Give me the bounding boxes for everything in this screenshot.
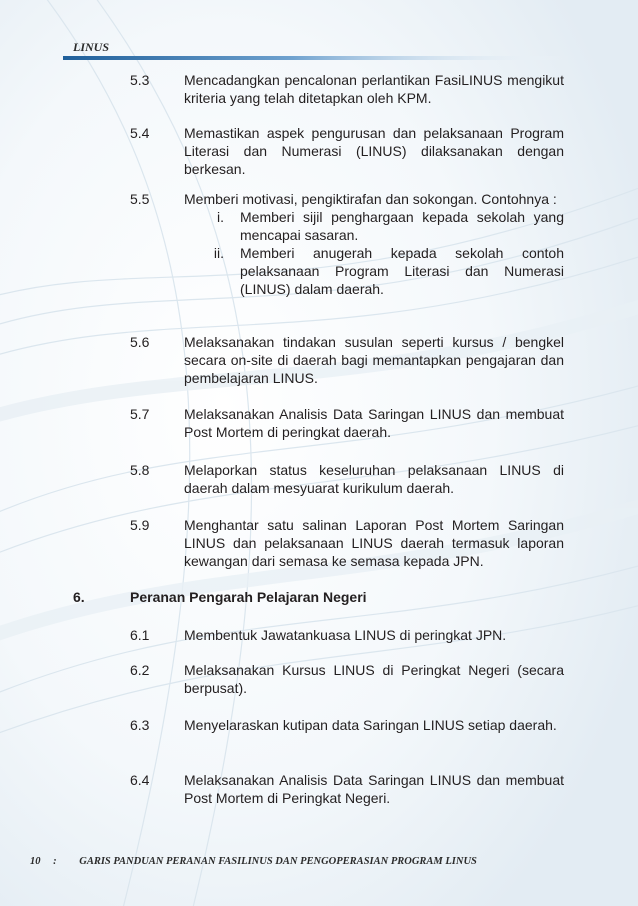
item-number: 5.5 — [130, 191, 150, 207]
sub-item-number: ii. — [213, 245, 224, 261]
footer-title: GARIS PANDUAN PERANAN FASILINUS DAN PENGOPERASIAN PROGRAM LINUS — [79, 856, 477, 867]
item-text: Melaksanakan Analisis Data Saringan LINUS dan membuat Post Mortem di Peringkat Negeri. — [184, 772, 564, 806]
page-number: 10 — [30, 856, 41, 867]
item-text: Melaksanakan Kursus LINUS di Peringkat Negeri (secara berpusat). — [184, 662, 564, 696]
item-text: Memastikan aspek pengurusan dan pelaksanaan Program Literasi dan Numerasi (LINUS) dilaksanakan dengan berkesan. — [184, 125, 564, 177]
section-number: 6. — [73, 589, 85, 605]
sub-item-number: i. — [217, 209, 224, 225]
item-number: 6.3 — [130, 717, 150, 733]
sub-item — [184, 244, 564, 298]
item-text: Membentuk Jawatankuasa LINUS di peringkat JPN. — [184, 627, 507, 643]
list-item — [130, 771, 564, 807]
item-number: 5.3 — [130, 72, 150, 88]
list-item — [130, 71, 564, 107]
item-number: 6.4 — [130, 772, 150, 788]
list-item — [130, 661, 564, 697]
list-item — [130, 626, 564, 644]
item-number: 5.4 — [130, 125, 150, 141]
list-item — [130, 190, 564, 298]
item-text: Menyelaraskan kutipan data Saringan LINUS setiap daerah. — [184, 717, 557, 733]
header-title: LINUS — [73, 40, 110, 54]
sub-item — [184, 208, 564, 244]
item-number: 6.2 — [130, 662, 150, 678]
list-item — [130, 124, 564, 178]
sub-item-text: Memberi sijil penghargaan kepada sekolah yang mencapai sasaran. — [240, 209, 564, 243]
footer-separator: : — [53, 856, 57, 867]
header-rule — [63, 56, 573, 60]
item-number: 5.6 — [130, 334, 150, 350]
page-footer — [30, 856, 477, 867]
item-number: 5.8 — [130, 462, 150, 478]
item-text: Memberi motivasi, pengiktirafan dan sokongan. Contohnya : — [184, 191, 557, 207]
list-item — [130, 405, 564, 441]
item-text: Menghantar satu salinan Laporan Post Mortem Saringan LINUS dan pelaksanaan LINUS daerah termasuk laporan kewangan dari semasa ke semasa kepada JPN. — [184, 517, 564, 569]
list-item — [130, 516, 564, 570]
item-text: Melaksanakan tindakan susulan seperti kursus / bengkel secara on-site di daerah bagi memantapkan pengajaran dan pembelajaran LINUS. — [184, 334, 564, 386]
item-number: 5.7 — [130, 406, 150, 422]
sub-item-text: Memberi anugerah kepada sekolah contoh pelaksanaan Program Literasi dan Numerasi (LINUS) dalam daerah. — [240, 245, 564, 297]
item-text: Mencadangkan pencalonan perlantikan FasiLINUS mengikut kriteria yang telah ditetapkan oleh KPM. — [184, 72, 564, 106]
list-item — [130, 333, 564, 387]
item-text: Melaporkan status keseluruhan pelaksanaan LINUS di daerah dalam mesyuarat kurikulum daerah. — [184, 462, 564, 496]
item-number: 5.9 — [130, 517, 150, 533]
item-number: 6.1 — [130, 627, 150, 643]
section-title: Peranan Pengarah Pelajaran Negeri — [130, 589, 367, 605]
item-text: Melaksanakan Analisis Data Saringan LINUS dan membuat Post Mortem di peringkat daerah. — [184, 406, 564, 440]
list-item — [130, 461, 564, 497]
list-item — [130, 716, 564, 734]
